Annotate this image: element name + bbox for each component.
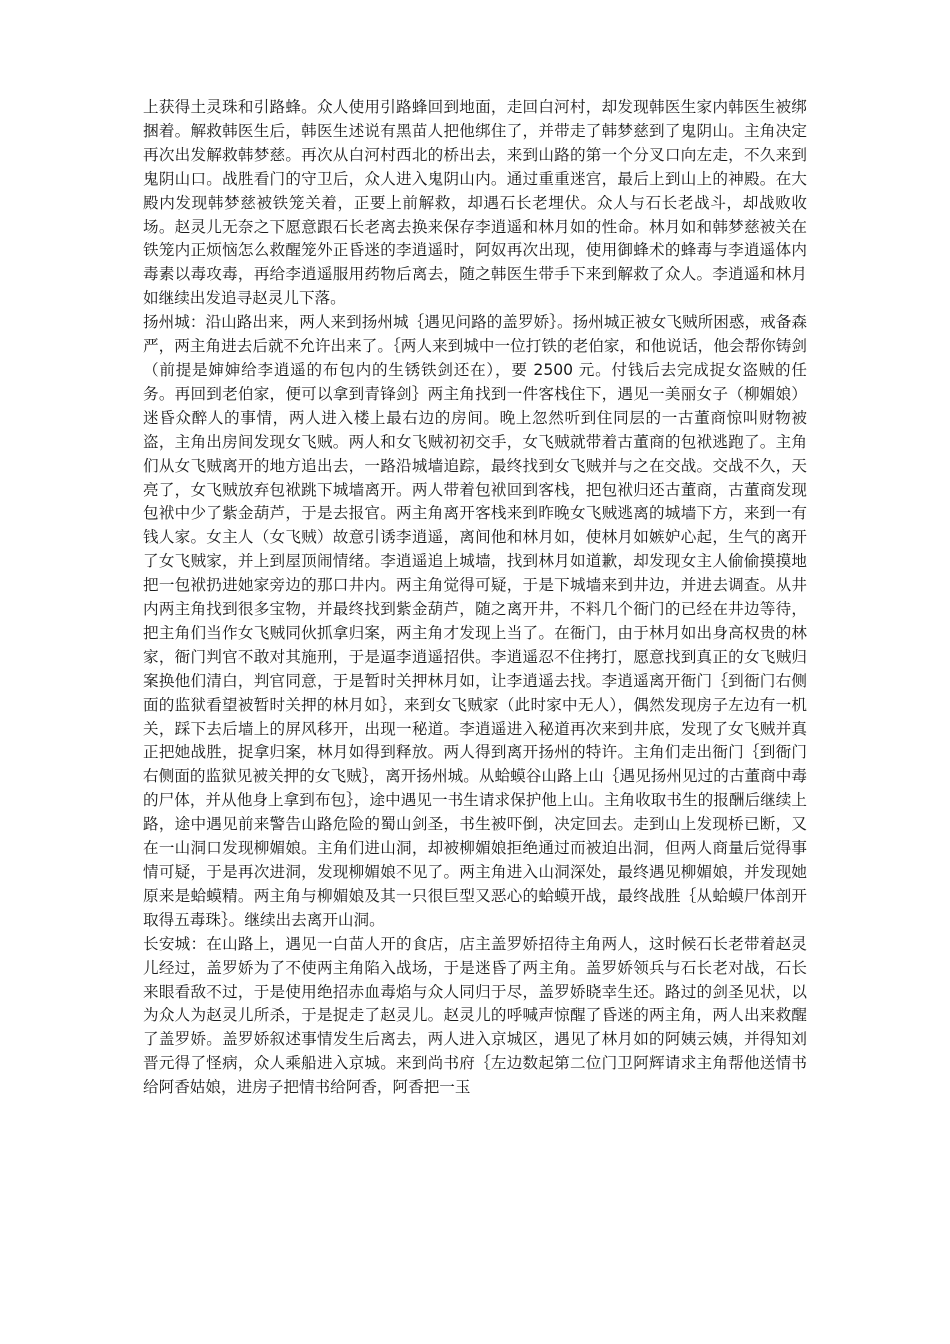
paragraph-changan-city: 长安城：在山路上，遇见一白苗人开的食店，店主盖罗娇招待主角两人，这时候石长老带着赵灵儿经过，盖罗娇为了不使两主角陷入战场，于是迷昏了两主角。盖罗娇领兵与石长老对战，石长来眼看敌不过，于是使用绝招赤血毒焰与众人同归于尽，盖罗娇晓幸生还。路过的剑圣见状，以为众人为赵灵儿所杀，于是捉走了赵灵儿。赵灵儿的呼喊声惊醒了昏迷的两主角，两人出来救醒了盖罗娇。盖罗娇叙述事情发生后离去，两人进入京城区，遇见了林月如的阿姨云姨，并得知刘晋元得了怪病，众人乘船进入京城。来到尚书府｛左边数起第二位门卫阿辉请求主角帮他送情书给阿香姑娘，进房子把情书给阿香，阿香把一玉: [143, 934, 807, 1097]
paragraph-yangzhou-city: 扬州城：沿山路出来，两人来到扬州城｛遇见问路的盖罗娇｝。扬州城正被女飞贼所困惑，戒备森严，两主角进去后就不允许出来了。｛两人来到城中一位打铁的老伯家，和他说话，他会帮你铸剑（前提是婶婶给李逍遥的布包内的生锈铁剑还在），要 2500 元。付钱后去完成捉女盗贼的任务。再回到老伯家，便可以拿到青锋剑｝两主角找到一件客栈住下，遇见一美丽女子（柳媚娘）迷昏众醉人的事情，两人进入楼上最右边的房间。晚上忽然听到住同层的一古董商惊叫财物被盗，主角出房间发现女飞贼。两人和女飞贼初初交手，女飞贼就带着古董商的包袱逃跑了。主角们从女飞贼离开的地方追出去，一路沿城墙追踪，最终找到女飞贼并与之在交战。交战不久，天亮了，女飞贼放弃包袱跳下城墙离开。两人带着包袱回到客栈，把包袱归还古董商，古董商发现包袱中少了紫金葫芦，于是去报官。两主角离开客栈来到昨晚女飞贼逃离的城墙下方，来到一有钱人家。女主人（女飞贼）故意引诱李逍遥，离间他和林月如，使林月如嫉妒心起，生气的离开了女飞贼家，并上到屋顶闹情绪。李逍遥追上城墙，找到林月如道歉，却发现女主人偷偷摸摸地把一包袱扔进她家旁边的那口井内。两主角觉得可疑，于是下城墙来到井边，并进去调查。从井内两主角找到很多宝物，并最终找到紫金葫芦，随之离开井，不料几个衙门的已经在井边等待，把主角们当作女飞贼同伙抓拿归案，两主角才发现上当了。在衙门，由于林月如出身高权贵的林家，衙门判官不敢对其施刑，于是逼李逍遥招供。李逍遥忍不住拷打，愿意找到真正的女飞贼归案换他们清白，判官同意，于是暂时关押林月如，让李逍遥去找。李逍遥离开衙门｛到衙门右侧面的监狱看望被暂时关押的林月如｝，来到女飞贼家（此时家中无人），偶然发现房子左边有一机关，踩下去后墙上的屏风移开，出现一秘道。李逍遥进入秘道再次来到井底，发现了女飞贼并真正把她战胜，捉拿归案，林月如得到释放。两人得到离开扬州的特许。主角们走出衙门｛到衙门右侧面的监狱见被关押的女飞贼｝，离开扬州城。从蛤蟆谷山路上山｛遇见扬州见过的古董商中毒的尸体，并从他身上拿到布包｝，途中遇见一书生请求保护他上山。主角收取书生的报酬后继续上路，途中遇见前来警告山路危险的蜀山剑圣，书生被吓倒，决定回去。走到山上发现桥已断，又在一山洞口发现柳媚娘。主角们进山洞，却被柳媚娘拒绝通过而被迫出洞，但两人商量后觉得事情可疑，于是再次进洞，发现柳媚娘不见了。两主角进入山洞深处，最终遇见柳媚娘，并发现她原来是蛤蟆精。两主角与柳媚娘及其一只很巨型又恶心的蛤蟆开战，最终战胜｛从蛤蟆尸体剖开取得五毒珠｝。继续出去离开山洞。: [143, 313, 807, 929]
document-page: [143, 96, 807, 1100]
paragraph-ghost-mountain: 上获得土灵珠和引路蜂。众人使用引路蜂回到地面，走回白河村，却发现韩医生家内韩医生被绑捆着。解救韩医生后，韩医生述说有黑苗人把他绑住了，并带走了韩梦慈到了鬼阴山。主角决定再次出发解救韩梦慈。再次从白河村西北的桥出去，来到山路的第一个分叉口向左走，不久来到鬼阴山口。战胜看门的守卫后，众人进入鬼阴山内。通过重重迷宫，最后上到山上的神殿。在大殿内发现韩梦慈被铁笼关着，正要上前解救，却遇石长老埋伏。众人与石长老战斗，却战败收场。赵灵儿无奈之下愿意跟石长老离去换来保存李逍遥和林月如的性命。林月如和韩梦慈被关在铁笼内正烦恼怎么救醒笼外正昏迷的李逍遥时，阿奴再次出现，使用御蜂术的蜂毒与李逍遥体内毒素以毒攻毒，再给李逍遥服用药物后离去，随之韩医生带手下来到解救了众人。李逍遥和林月如继续出发追寻赵灵儿下落。: [143, 98, 807, 308]
